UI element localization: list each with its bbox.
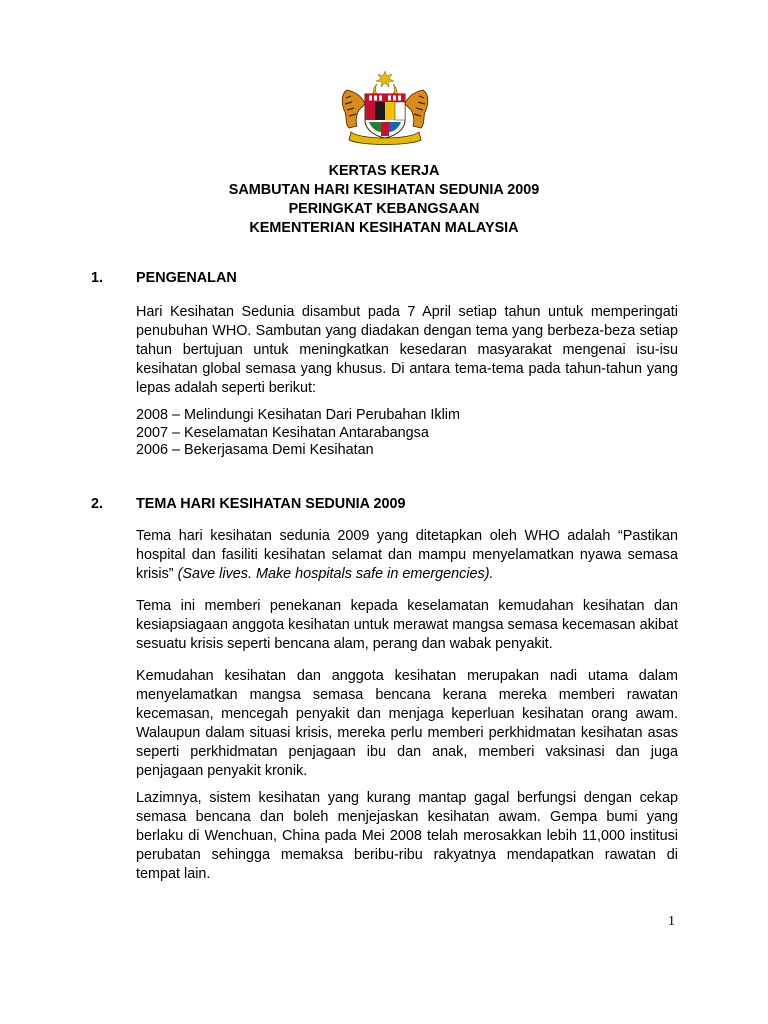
page-number: 1 [668, 914, 675, 929]
title-line-2: SAMBUTAN HARI KESIHATAN SEDUNIA 2009 [228, 182, 540, 198]
list-item: 2008 – Melindungi Kesihatan Dari Perubahan Iklim [136, 407, 460, 423]
title-line-4: KEMENTERIAN KESIHATAN MALAYSIA [249, 220, 519, 236]
section-2-heading [91, 495, 405, 514]
theme-english-text: (Save lives. Make hospitals safe in emergencies). [177, 566, 494, 582]
section-2-number: 2. [91, 496, 104, 512]
title-line-1: KERTAS KERJA [328, 163, 440, 179]
theme-intro-text: Tema hari kesihatan sedunia 2009 yang ditetapkan oleh WHO adalah [136, 528, 618, 544]
section-2-paragraph-2: Tema ini memberi penekanan kepada keselamatan kemudahan kesihatan dan kesiapsiagaan anggota kesihatan untuk merawat mangsa semasa kecemasan akibat sesuatu krisis seperti bencana alam, perang dan wabak penyakit. [136, 598, 678, 652]
section-1-title: PENGENALAN [136, 270, 237, 286]
section-1-paragraph-1: Hari Kesihatan Sedunia disambut pada 7 April setiap tahun untuk memperingati penubuhan WHO. Sambutan yang diadakan dengan tema yang berbeza-beza setiap tahun bertujuan untuk meningkatkan kesedaran masyarakat mengenai isu-isu kesihatan global semasa yang khusus. Di antara tema-tema pada tahun-tahun yang lepas adalah seperti berikut: [136, 304, 678, 396]
section-2-title: TEMA HARI KESIHATAN SEDUNIA 2009 [136, 496, 406, 512]
section-2-theme-paragraph [136, 527, 678, 584]
list-item: 2007 – Keselamatan Kesihatan Antarabangsa [136, 424, 429, 441]
section-1-number: 1. [91, 270, 104, 286]
document-title [0, 162, 768, 238]
title-line-3: PERINGKAT KEBANGSAAN [288, 201, 480, 217]
section-1-heading [91, 269, 237, 288]
theme-history-list [136, 407, 460, 460]
section-2-paragraph-4: Lazimnya, sistem kesihatan yang kurang mantap gagal berfungsi dengan cekap semasa bencana dan boleh menjejaskan kesihatan awam. Gempa bumi yang berlaku di Wenchuan, China pada Mei 2008 telah merosakkan lebih 11,000 institusi perubatan sehingga memaksa beribu-ribu rakyatnya mendapatkan rawatan di tempat lain. [136, 790, 678, 882]
malaysia-coat-of-arms-icon [337, 70, 433, 146]
theme-quote-text: “Pastikan hospital dan fasiliti kesihatan selamat dan mampu menyelamatkan nyawa semasa krisis” [136, 528, 678, 582]
list-item: 2006 – Bekerjasama Demi Kesihatan [136, 442, 374, 458]
section-2-paragraph-3: Kemudahan kesihatan dan anggota kesihatan merupakan nadi utama dalam menyelamatkan mangsa semasa bencana kerana mereka memberi rawatan kecemasan, mencegah penyakit dan menjaga keperluan kesihatan orang awam. Walaupun dalam situasi krisis, mereka perlu memberi perkhidmatan kesihatan asas seperti perkhidmatan penjagaan ibu dan anak, memberi vaksinasi dan juga penjagaan penyakit kronik. [136, 668, 678, 779]
